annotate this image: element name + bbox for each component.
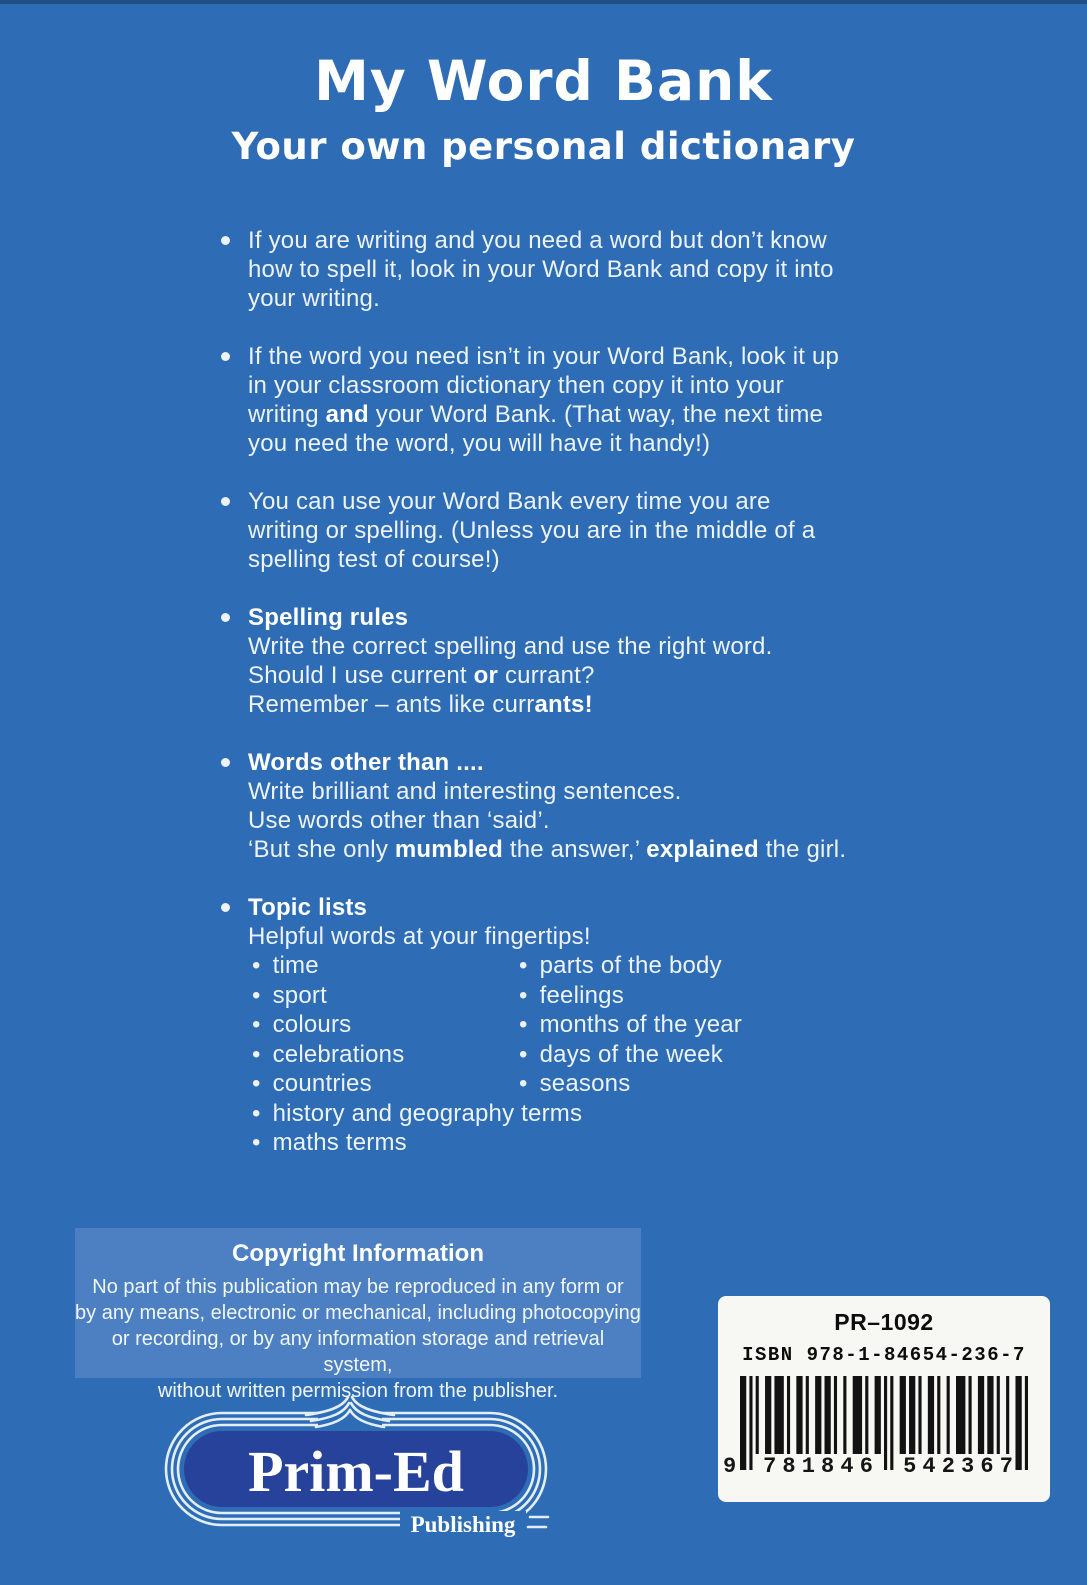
bullet-dot-icon: • xyxy=(252,1129,261,1156)
bold-text: explained xyxy=(646,836,759,863)
logo-wordmark: Prim-Ed xyxy=(248,1439,464,1504)
bold-text: ants! xyxy=(534,691,593,718)
topic-label: feelings xyxy=(539,981,624,1009)
bullet-text xyxy=(248,342,928,458)
topic-list-item xyxy=(515,1040,928,1070)
barcode-digit: 6 xyxy=(859,1454,873,1479)
barcode-digit: 8 xyxy=(782,1454,796,1479)
copyright-line: without written permission from the publisher. xyxy=(157,1380,559,1402)
page-title: My Word Bank xyxy=(314,49,773,113)
topic-list-item xyxy=(515,951,928,981)
bullet-dot-icon xyxy=(221,758,230,767)
barcode-digit: 4 xyxy=(840,1454,854,1479)
text-line xyxy=(248,893,928,922)
topic-list-item xyxy=(248,1128,928,1158)
bullet-dot-icon xyxy=(221,497,230,506)
topic-list-item xyxy=(515,1010,928,1040)
scan-top-edge xyxy=(0,0,1087,4)
isbn-number: ISBN 978-1-84654-236-7 xyxy=(742,1344,1026,1366)
text-line xyxy=(248,603,928,632)
text-line: your writing. xyxy=(248,285,380,312)
text-line: you need the word, you will have it handy!) xyxy=(248,430,711,457)
bold-text: Topic lists xyxy=(248,894,368,921)
copyright-title: Copyright Information xyxy=(232,1240,484,1267)
barcode-digit: 8 xyxy=(821,1454,835,1479)
topic-label: maths terms xyxy=(272,1129,407,1156)
topic-label: months of the year xyxy=(539,1011,742,1038)
text-line: If the word you need isn’t in your Word Bank, look it up xyxy=(248,343,840,370)
bold-text: and xyxy=(325,401,369,428)
text-line: Write brilliant and interesting sentences. xyxy=(248,778,682,805)
text-line: You can use your Word Bank every time you are xyxy=(248,488,771,515)
copyright-body xyxy=(75,1274,641,1404)
bullet-dot-icon xyxy=(221,236,230,245)
bullet-dot-icon: • xyxy=(252,981,261,1009)
barcode-digit: 3 xyxy=(961,1454,975,1479)
barcode-digit: 4 xyxy=(922,1454,936,1479)
bullet-dot-icon xyxy=(221,352,230,361)
barcode-digit: 6 xyxy=(980,1454,994,1479)
copyright-line: No part of this publication may be reproduced in any form or xyxy=(92,1276,624,1298)
bullet-item xyxy=(248,603,928,719)
publisher-logo xyxy=(160,1395,552,1547)
tagline-dashes xyxy=(528,1517,548,1527)
barcode-digits-group1 xyxy=(760,1454,876,1479)
product-code: PR–1092 xyxy=(834,1309,934,1335)
bullet-dot-icon: • xyxy=(519,952,528,979)
text-line: Remember – ants like currants! xyxy=(248,691,593,718)
bullet-item xyxy=(248,748,928,864)
topic-list-item xyxy=(248,981,515,1011)
topic-list-item xyxy=(248,1010,515,1040)
page-subtitle: Your own personal dictionary xyxy=(231,125,856,168)
barcode-panel xyxy=(718,1296,1050,1502)
text-line: spelling test of course!) xyxy=(248,546,500,573)
topic-label: time xyxy=(272,952,319,979)
bullet-text xyxy=(248,603,928,719)
bullet-item xyxy=(248,342,928,458)
topic-list-item xyxy=(515,981,928,1011)
topic-list-item xyxy=(248,951,515,981)
bullet-dot-icon: • xyxy=(252,1070,261,1097)
bullet-text xyxy=(248,226,928,313)
topic-label: parts of the body xyxy=(539,952,722,979)
bold-text: Spelling rules xyxy=(248,604,409,631)
barcode-digit: 5 xyxy=(903,1454,917,1479)
text-line: writing and your Word Bank. (That way, the next time xyxy=(248,401,824,428)
text-line: in your classroom dictionary then copy it into your xyxy=(248,372,784,399)
text-line: Use words other than ‘said’. xyxy=(248,807,550,834)
topic-label: celebrations xyxy=(272,1040,405,1068)
ean-barcode xyxy=(723,1376,1030,1482)
bold-text: or xyxy=(473,662,499,689)
copyright-line: or recording, or by any information storage and retrieval system, xyxy=(111,1328,605,1376)
barcode-digit: 2 xyxy=(941,1454,955,1479)
barcode-digit: 9 xyxy=(723,1454,737,1479)
bullet-dot-icon xyxy=(221,903,230,912)
topic-list-item xyxy=(248,1040,515,1070)
text-line: Helpful words at your fingertips! xyxy=(248,923,591,950)
text-line xyxy=(248,748,928,777)
bold-text: Words other than .... xyxy=(248,749,484,776)
bullet-item xyxy=(248,226,928,313)
barcode-digit: 1 xyxy=(801,1454,815,1479)
topic-label: history and geography terms xyxy=(272,1099,583,1127)
bullet-text xyxy=(248,893,928,1158)
text-line: Write the correct spelling and use the right word. xyxy=(248,633,773,660)
topic-list xyxy=(248,951,928,1158)
bold-text: mumbled xyxy=(394,836,503,863)
topic-label: seasons xyxy=(539,1070,631,1097)
bullet-dot-icon: • xyxy=(519,1070,528,1097)
bullet-dot-icon: • xyxy=(519,1011,528,1038)
bullet-dot-icon xyxy=(221,613,230,622)
bullet-text xyxy=(248,487,928,574)
topic-label: sport xyxy=(272,981,327,1009)
bullet-dot-icon: • xyxy=(519,981,528,1009)
topic-label: days of the week xyxy=(539,1040,723,1068)
bullet-dot-icon: • xyxy=(252,1040,261,1068)
text-line: Should I use current or currant? xyxy=(248,662,595,689)
bullet-item xyxy=(248,893,928,1158)
bullet-dot-icon: • xyxy=(252,1011,261,1038)
bullet-dot-icon: • xyxy=(252,1099,261,1127)
copyright-box xyxy=(75,1228,641,1402)
topic-label: colours xyxy=(272,1011,352,1038)
bullet-text xyxy=(248,748,928,864)
logo-tagline: Publishing xyxy=(410,1512,516,1537)
topic-list-item xyxy=(248,1099,928,1129)
text-line: how to spell it, look in your Word Bank and copy it into xyxy=(248,256,834,283)
text-line: ‘But she only mumbled the answer,’ explained the girl. xyxy=(248,836,847,863)
bullet-item xyxy=(248,487,928,574)
bullet-list xyxy=(248,226,928,1187)
topic-label: countries xyxy=(272,1070,372,1097)
barcode-digit: 7 xyxy=(999,1454,1013,1479)
barcode-digits-group2 xyxy=(900,1454,1016,1479)
copyright-line: by any means, electronic or mechanical, including photocopying xyxy=(75,1302,641,1324)
bullet-dot-icon: • xyxy=(252,952,261,979)
barcode-digit: 7 xyxy=(763,1454,777,1479)
text-line: writing or spelling. (Unless you are in the middle of a xyxy=(248,517,816,544)
topic-list-item xyxy=(515,1069,928,1099)
barcode-digits xyxy=(723,1450,1030,1479)
bullet-dot-icon: • xyxy=(519,1040,528,1068)
text-line: If you are writing and you need a word but don’t know xyxy=(248,227,827,254)
topic-list-item xyxy=(248,1069,515,1099)
